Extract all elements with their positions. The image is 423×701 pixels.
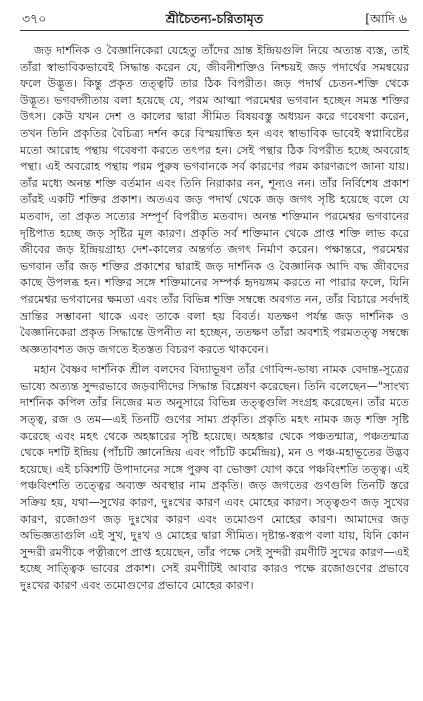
section-label: [আদি ৬ — [365, 11, 407, 26]
page-header — [20, 10, 409, 31]
running-title: শ্রীচৈতন্য-চরিতামৃত — [165, 11, 264, 26]
paragraph: জড় দার্শনিক ও বৈজ্ঞানিকেরা যেহেতু তাঁদের ভ্রান্ত ইন্দ্রিয়গুলি নিয়ে অত্যন্ত ব্যস্ত, তাই তাঁরা স্বাভাবিকভাবেই সিদ্ধান্ত করেন যে, জীবনীশক্তিও নিশ্চয়ই জড় পদার্থের সমন্বয়ের ফলে উদ্ভূত। কিন্তু প্রকৃত তত্ত্বটি তার ঠিক বিপরীত। জড় পদার্থ চেতন-শক্তি থেকে উদ্ভূত। ভগবদ্গীতায় বলা হয়েছে যে, পরম আত্মা পরমেশ্বর ভগবান হচ্ছেন সমস্ত শক্তির উৎস। কেউ যখন দেশ ও কালের দ্বারা সীমিত বিষয়বস্তু অধ্যয়ন করে গবেষণা করেন, তখন তিনি প্রকৃতির বৈচিত্র্য দর্শন করে বিস্ময়ান্বিত হন এবং স্বাভাবিক ভাবেই স্বপ্নাবিষ্টের মতো আরোহ পন্থায় গবেষণা করতে তৎপর হন। সেই পন্থার ঠিক বিপরীত হচ্ছে অবরোহ পন্থা। এই অবরোহ পন্থায় পরম পুরুষ ভগবানকে সর্ব কারণের পরম কারণরূপে জানা যায়। তাঁর মধ্যে অনন্ত শক্তি বর্তমান এবং তিনি নিরাকার নন, শূন্যও নন। তাঁর নির্বিশেষ প্রকাশ তাঁরই একটি শক্তির প্রকাশ। অতএব জড় পদার্থ থেকে জড় জগৎ সৃষ্টি হয়েছে বলে যে মতবাদ, তা প্রকৃত সত্যের সম্পূর্ণ বিপরীত মতবাদ। অনন্ত শক্তিমান পরমেশ্বর ভগবানের দৃষ্টিপাত হচ্ছে জড় সৃষ্টির মূল কারণ। প্রকৃতি সর্ব শক্তিমান থেকে প্রাপ্ত শক্তি লাভ করে জীবের জড় ইন্দ্রিয়গ্রাহ্য দেশ-কালের অন্তর্গত জগৎ নির্মাণ করেন। পক্ষান্তরে, পরমেশ্বর ভগবান তাঁর জড় শক্তির প্রকাশের দ্বারাই জড় দার্শনিক ও বৈজ্ঞানিক আদি বদ্ধ জীবদের কাছে উপলব্ধ হন। শক্তির সঙ্গে শক্তিমানের সম্পর্ক হৃদয়ঙ্গম করতে না পারার ফলে, যিনি পরমেশ্বর ভগবানের ক্ষমতা এবং তাঁর বিভিন্ন শক্তি সম্বন্ধে অবগত নন, তাঁর বিচারে সর্বদাই ভ্রান্তির সম্ভাবনা থাকে এবং তাকে বলা হয় বিবর্ত। যতক্ষণ পর্যন্ত জড় দার্শনিক ও বৈজ্ঞানিকেরা প্রকৃত সিদ্ধান্তে উপনীত না হচ্ছেন, ততক্ষণ তাঁরা অবশ্যই পরমতত্ত্ব সম্বন্ধে অজ্ঞতাবশত জড় জগতে ইতস্তত বিচরণ করতে থাকবেন। — [20, 44, 409, 356]
body-text — [20, 43, 409, 595]
page-number: ৩৭০ — [22, 11, 47, 26]
paragraph: মহান বৈষ্ণব দার্শনিক শ্রীল বলদেব বিদ্যাভূষণ তাঁর গোবিন্দ-ভাষ্য নামক বেদান্ত-সূত্রের ভাষ্যে অত্যন্ত সুন্দরভাবে জড়বাদীদের সিদ্ধান্ত বিশ্লেষণ করেছেন। তিনি বলেছেন—"সাংখ্য দার্শনিক কপিল তাঁর নিজের মত অনুসারে বিভিন্ন তত্ত্বগুলি সংগ্রহ করেছেন। তাঁর মতে সত্ত্ব, রজ ও তম—এই তিনটি গুণের সাম্য প্রকৃতি। প্রকৃতি মহৎ নামক জড় শক্তি সৃষ্টি করেছে এবং মহৎ থেকে অহঙ্কারের সৃষ্টি হয়েছে। অহঙ্কার থেকে পঞ্চতন্মাত্র, পঞ্চতন্মাত্র থেকে দশটি ইন্দ্রিয় (পাঁচটি জ্ঞানেন্দ্রিয় এবং পাঁচটি কর্মেন্দ্রিয়), মন ও পঞ্চ-মহাভূতের উদ্ভব হয়েছে। এই চব্বিশটি উপাদানের সঙ্গে পুরুষ বা ভোক্তা যোগ করে পঞ্চবিংশতি তত্ত্ব। এই পঞ্চবিংশতি তত্ত্বের অব্যক্ত অবস্থার নাম প্রকৃতি। জড় জগতের গুণগুলি তিনটি স্তরে সক্রিয় হয়, যথা—সুখের কারণ, দুঃখের কারণ এবং মোহের কারণ। সত্ত্বগুণ জড় সুখের কারণ, রজোগুণ জড় দুঃখের কারণ এবং তমোগুণ মোহের কারণ। আমাদের জড় অভিজ্ঞতাগুলি এই সুখ, দুঃখ ও মোহের দ্বারা সীমিত। দৃষ্টান্ত-স্বরূপ বলা যায়, যিনি কোন সুন্দরী রমণীকে পত্নীরূপে প্রাপ্ত হয়েছেন, তাঁর পক্ষে সেই সুন্দরী রমণীটি সুখের কারণ—এই হচ্ছে সাত্ত্বিক ভাবের প্রকাশ। সেই রমণীটিই আবার কারও পক্ষে রজোগুণের প্রভাবে দুঃখের কারণ এবং তমোগুণের প্রভাবে মোহের কারণ। — [20, 363, 409, 592]
